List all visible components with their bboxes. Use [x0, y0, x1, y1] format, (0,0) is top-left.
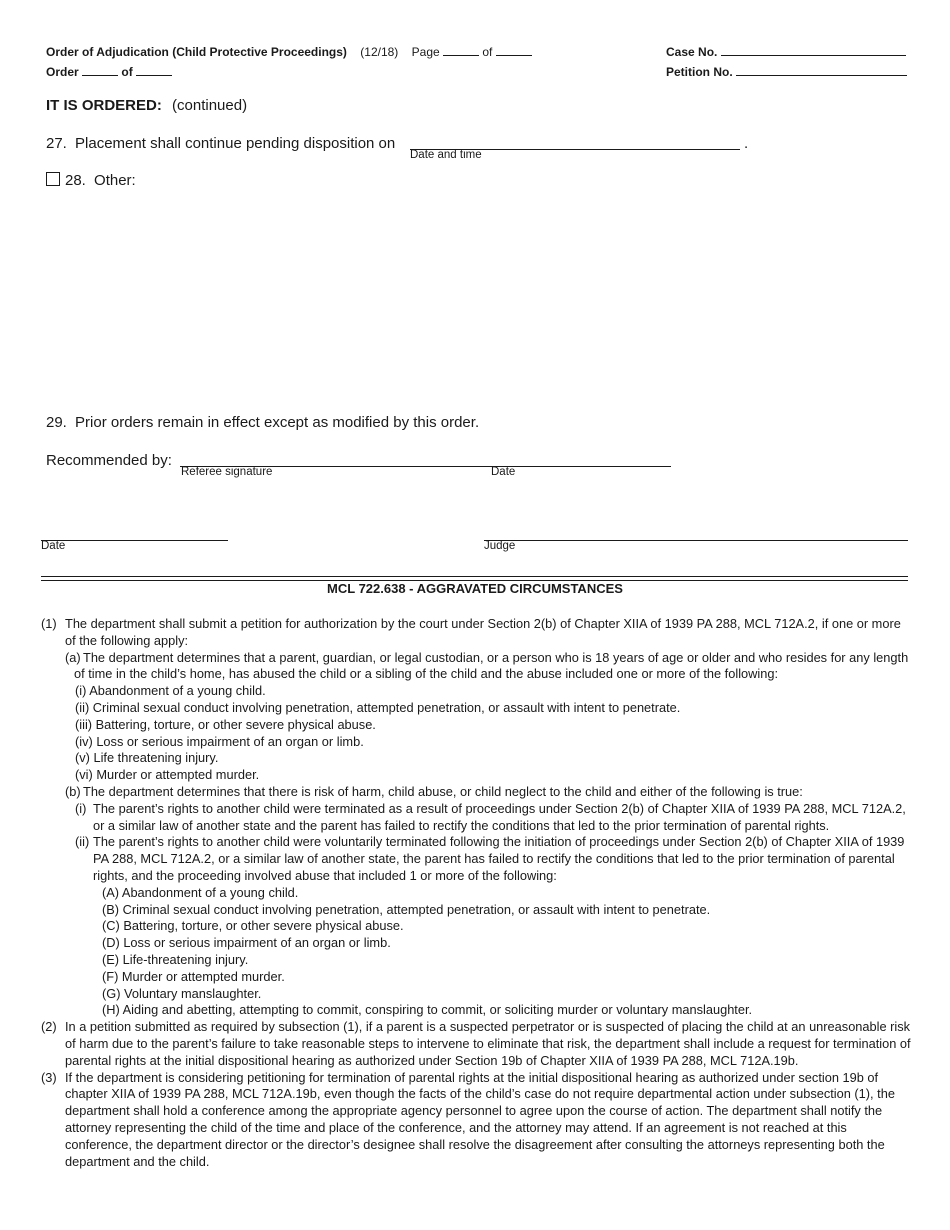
other-text-area[interactable]: [92, 195, 912, 400]
form-revision: (12/18): [360, 45, 399, 59]
item-29-number: 29.: [46, 414, 67, 431]
judge-signature-caption: Judge: [484, 540, 516, 552]
referee-date-caption: Date: [491, 466, 516, 478]
statute-b-number: (b): [65, 783, 81, 799]
item-27: [46, 135, 395, 152]
ordered-continued: (continued): [172, 97, 248, 114]
page-of-label: of: [482, 45, 493, 59]
statute-a-text: The department determines that a parent, guardian, or legal custodian, or a person who is 18 years of age or older and who resides for any length of time in the child’s home, has abused the child or a sibling of the child and the abuse included one or more of the following:: [74, 649, 909, 682]
case-no-field[interactable]: [721, 43, 906, 56]
page-label: Page: [411, 45, 440, 59]
statute-p1-text: The department shall submit a petition for authorization by the court under Section 2(b) of Chapter XIIA of 1939 PA 288, MCL 712A.2, if one or more of the following apply:: [65, 616, 901, 648]
statute-p1-number: (1): [41, 616, 57, 631]
statute-paragraph-1: [41, 616, 911, 650]
list-item: (iv) Loss or serious impairment of an organ or limb.: [75, 733, 364, 749]
item-27-text: Placement shall continue pending disposition on: [75, 135, 396, 152]
statute-b-text: The department determines that there is risk of harm, child abuse, or child neglect to the child and either of the following is true:: [83, 783, 803, 799]
divider-top: [41, 576, 908, 577]
page-total-field[interactable]: [496, 43, 532, 56]
item-28: [46, 172, 136, 189]
case-no-label: Case No.: [666, 45, 718, 59]
list-item: (D) Loss or serious impairment of an organ or limb.: [102, 935, 391, 951]
list-item: (vi) Murder or attempted murder.: [75, 767, 260, 783]
statute-b-ii-list: [41, 885, 911, 1019]
statute-paragraph-2: [41, 1019, 911, 1069]
form-header-line1: [46, 43, 532, 59]
order-total-field[interactable]: [136, 63, 172, 76]
ordered-heading: IT IS ORDERED:: [46, 97, 162, 114]
statute-p2-text: In a petition submitted as required by subsection (1), if a parent is a suspected perpetrator or is suspected of placing the child at an unreasonable risk of harm due to the parent’s failure to take reasonable steps to intervene to eliminate that risk, the department shall include a request for termination of parental rights at the initial dispositional hearing as authorized under Section 19b of Chapter XIIA of 1939 PA 288, MCL 712A.19b.: [65, 1019, 911, 1068]
order-number-field[interactable]: [82, 63, 118, 76]
statute-b-ii-text: The parent’s rights to another child were voluntarily terminated following the initiation of proceedings under Section 2(b) of Chapter XIIA of 1939 PA 288, MCL 712A.2, or a similar law of another state, the parent has failed to rectify the conditions that led to the prior termination of parental rights, and the proceeding involved abuse that included 1 or more of the following:: [93, 834, 905, 883]
list-item: (G) Voluntary manslaughter.: [102, 985, 262, 1001]
case-no-row: [666, 43, 906, 59]
list-item: (E) Life-threatening injury.: [102, 951, 249, 967]
statute-a-number: (a): [65, 649, 81, 665]
item-28-text: Other:: [94, 172, 136, 189]
statute-text: [41, 616, 911, 1170]
statute-paragraph-3: [41, 1070, 911, 1171]
item-29: [46, 414, 479, 431]
list-item: (A) Abandonment of a young child.: [102, 884, 299, 900]
disposition-date-caption: Date and time: [410, 149, 482, 161]
statute-p3-text: If the department is considering petitioning for termination of parental rights at the initial dispositional hearing as authorized under section 19b of chapter XIIA of 1939 PA 288, MCL 712A.19b, even though the facts of the child’s case do not require departmental action under subsection (1), the department shall hold a conference among the appropriate agency personnel to agree upon the course of action. The department shall notify the attorney representing the child of the time and place of the conference, and the attorney may attend. If an agreement is not reached at this conference, the department director or the director’s designee shall resolve the disagreement after consulting the attorneys representing both the department and the child.: [65, 1069, 895, 1169]
statute-title: MCL 722.638 - AGGRAVATED CIRCUMSTANCES: [327, 581, 623, 596]
petition-no-row: [666, 63, 907, 79]
recommended-by-label: Recommended by:: [46, 452, 172, 469]
list-item: (H) Aiding and abetting, attempting to commit, conspiring to commit, or soliciting murder or voluntary manslaughter.: [102, 1002, 753, 1018]
petition-no-field[interactable]: [736, 63, 907, 76]
page-number-field[interactable]: [443, 43, 479, 56]
statute-b-ii: [41, 834, 911, 884]
list-item: (iii) Battering, torture, or other severe physical abuse.: [75, 716, 376, 732]
order-of-label: of: [121, 65, 133, 79]
statute-a-list: [41, 683, 911, 784]
form-title: Order of Adjudication (Child Protective Proceedings): [46, 45, 347, 59]
list-item: (v) Life threatening injury.: [75, 750, 219, 766]
statute-b-i: [41, 801, 911, 835]
list-item: (C) Battering, torture, or other severe physical abuse.: [102, 918, 404, 934]
statute-subsection-a: [41, 650, 911, 684]
statute-p2-number: (2): [41, 1019, 57, 1035]
form-header-line2: [46, 63, 172, 79]
referee-signature-caption: Referee signature: [181, 466, 273, 478]
item-27-period: .: [744, 135, 749, 152]
list-item: (i) Abandonment of a young child.: [75, 683, 266, 699]
list-item: (B) Criminal sexual conduct involving penetration, attempted penetration, or assault with intent to penetrate.: [102, 901, 711, 917]
statute-p3-number: (3): [41, 1069, 57, 1085]
item-27-number: 27.: [46, 135, 67, 152]
order-label: Order: [46, 65, 79, 79]
judge-date-field[interactable]: [41, 540, 228, 541]
statute-b-ii-number: (ii): [75, 834, 90, 850]
list-item: (ii) Criminal sexual conduct involving penetration, attempted penetration, or assault with intent to penetrate.: [75, 699, 681, 715]
list-item: (F) Murder or attempted murder.: [102, 968, 285, 984]
other-checkbox[interactable]: [46, 172, 60, 186]
ordered-heading-row: [46, 97, 247, 114]
statute-b-i-number: (i): [75, 800, 87, 816]
item-28-number: 28.: [65, 172, 86, 189]
statute-b-i-text: The parent’s rights to another child were terminated as a result of proceedings under Section 2(b) of Chapter XIIA of 1939 PA 288, MCL 712A.2, or a similar law of another state and the parent has failed to rectify the conditions that led to the prior termination of parental rights.: [93, 800, 906, 833]
item-29-text: Prior orders remain in effect except as modified by this order.: [75, 414, 480, 431]
judge-signature-field[interactable]: [484, 540, 908, 541]
judge-date-caption: Date: [41, 540, 66, 552]
statute-subsection-b: [41, 784, 911, 801]
petition-no-label: Petition No.: [666, 65, 733, 79]
